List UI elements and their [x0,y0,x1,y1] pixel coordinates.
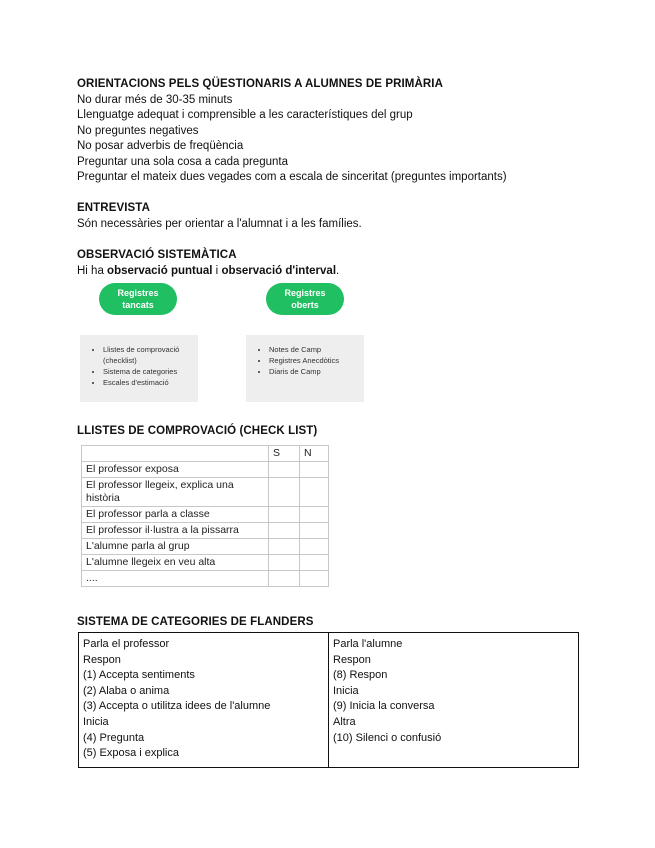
table-row [82,478,329,507]
orientacions-line: No durar més de 30-35 minuts [77,94,233,106]
flanders-item: Respon [83,653,121,666]
table-row [82,462,329,478]
table-cell [82,446,269,462]
flanders-professor-column [79,633,329,767]
table-cell [300,507,329,523]
orientacions-line: No posar adverbis de freqüència [77,140,244,152]
table-cell: L'alumne parla al grup [82,539,269,555]
table-cell [269,571,300,587]
list-item: • Llistes de comprovació (checklist) [103,344,190,366]
registres-tancats-box [80,335,198,402]
registres-oberts-pill [266,283,344,315]
table-cell: .... [82,571,269,587]
table-cell [269,523,300,539]
entrevista-heading: ENTREVISTA [77,202,150,214]
orientacions-line: Preguntar el mateix dues vegades com a escala de sinceritat (preguntes importants) [77,171,507,183]
list-item: • Escales d'estimació [103,377,190,388]
registres-tancats-label: Registres tancats [117,288,159,310]
table-row [82,571,329,587]
table-cell: L'alumne llegeix en veu alta [82,555,269,571]
list-item: • Registres Anecdòtics [269,355,356,366]
flanders-item: (10) Silenci o confusió [333,731,442,744]
orientacions-line: Llenguatge adequat i comprensible a les característiques del grup [77,109,413,121]
table-cell [269,478,300,507]
checklist-heading: LLISTES DE COMPROVACIÓ (CHECK LIST) [77,425,318,437]
list-item: • Diaris de Camp [269,366,356,377]
table-cell [300,478,329,507]
table-cell [300,539,329,555]
flanders-item: Respon [333,653,371,666]
table-cell [300,523,329,539]
flanders-item: (5) Exposa i explica [83,747,179,760]
table-row [82,555,329,571]
table-cell [300,555,329,571]
intro-suffix: . [336,265,340,277]
table-cell [269,539,300,555]
flanders-item: Inicia [83,715,109,728]
list-item: • Sistema de categories [103,366,190,377]
checklist-table [81,445,329,587]
table-cell: El professor exposa [82,462,269,478]
registres-tancats-pill [99,283,177,315]
table-cell [300,462,329,478]
table-row [82,539,329,555]
flanders-item: (2) Alaba o anima [83,684,170,697]
table-cell: El professor parla a classe [82,507,269,523]
intro-prefix: Hi ha [77,265,108,277]
table-header-row [82,446,329,462]
flanders-item: Parla el professor [83,638,170,650]
flanders-item: (9) Inicia la conversa [333,700,435,713]
intro-bold-interval: observació d'interval [221,265,337,277]
table-cell: El professor llegeix, explica una història [82,478,269,507]
intro-bold-puntual: observació puntual [107,265,213,277]
observacio-heading: OBSERVACIÓ SISTEMÀTICA [77,249,237,261]
orientacions-line: Preguntar una sola cosa a cada pregunta [77,156,288,168]
flanders-heading: SISTEMA DE CATEGORIES DE FLANDERS [77,616,314,628]
table-cell [300,571,329,587]
table-cell [269,462,300,478]
table-cell [269,555,300,571]
flanders-item: Parla l'alumne [333,638,403,650]
table-row [82,507,329,523]
table-cell: El professor il·lustra a la pissarra [82,523,269,539]
orientacions-line: No preguntes negatives [77,125,199,137]
registres-oberts-label: Registres oberts [284,288,326,310]
flanders-alumne-column [329,633,578,767]
flanders-item: (8) Respon [333,669,388,682]
registres-oberts-box [246,335,364,402]
flanders-item: Altra [333,715,356,728]
column-n-header: N [300,446,329,462]
flanders-table [78,632,579,768]
flanders-item: (3) Accepta o utilitza idees de l'alumne [83,700,271,713]
table-cell [269,507,300,523]
flanders-item: (1) Accepta sentiments [83,669,195,682]
list-item: • Notes de Camp [269,344,356,355]
table-row [82,523,329,539]
intro-mid: i [212,265,222,277]
column-s-header: S [269,446,300,462]
flanders-item: (4) Pregunta [83,731,145,744]
orientacions-heading: ORIENTACIONS PELS QÜESTIONARIS A ALUMNES DE PRIMÀRIA [77,78,443,90]
observacio-intro [77,265,339,277]
flanders-item: Inicia [333,684,359,697]
entrevista-text: Són necessàries per orientar a l'alumnat i a les famílies. [77,218,362,230]
